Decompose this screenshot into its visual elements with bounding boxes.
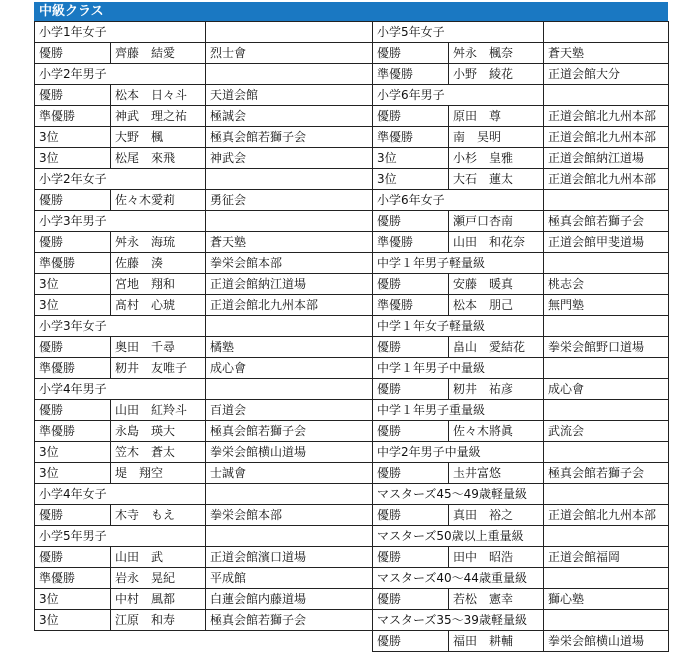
category-title: 小学3年男子: [35, 211, 206, 232]
dojo-cell: 橘塾: [206, 337, 373, 358]
result-row: [35, 148, 373, 169]
dojo-cell: 拳栄会館本部: [206, 505, 373, 526]
category-title-blank: [206, 484, 373, 505]
category-title-blank: [544, 190, 669, 211]
rank-cell: 準優勝: [35, 358, 111, 379]
rank-cell: 優勝: [373, 547, 449, 568]
category-title-blank: [206, 64, 373, 85]
dojo-cell: 拳栄会館横山道場: [206, 442, 373, 463]
dojo-cell: 正道会館甲斐道場: [544, 232, 669, 253]
dojo-cell: 正道会館北九州本部: [544, 106, 669, 127]
category-title-blank: [544, 22, 669, 43]
category-title: 小学4年女子: [35, 484, 206, 505]
result-row: [35, 589, 373, 610]
left-results-table: [34, 21, 373, 631]
result-row: [373, 169, 669, 190]
rank-cell: 準優勝: [35, 421, 111, 442]
dojo-cell: 武流会: [544, 421, 669, 442]
rank-cell: 準優勝: [35, 568, 111, 589]
name-cell: 宮地 翔和: [111, 274, 206, 295]
name-cell: 圡井富悠: [449, 463, 544, 484]
result-row: [373, 274, 669, 295]
rank-cell: 優勝: [373, 337, 449, 358]
category-title: マスターズ45～49歳軽量級: [373, 484, 544, 505]
result-row: [35, 463, 373, 484]
category-title: 小学6年女子: [373, 190, 544, 211]
result-row: [35, 358, 373, 379]
category-title-row: [373, 610, 669, 631]
category-title: マスターズ35～39歳軽量級: [373, 610, 544, 631]
rank-cell: 優勝: [35, 190, 111, 211]
category-title: 小学2年男子: [35, 64, 206, 85]
result-row: [373, 463, 669, 484]
dojo-cell: 正道会館福岡: [544, 547, 669, 568]
dojo-cell: 平成館: [206, 568, 373, 589]
dojo-cell: 正道会館北九州本部: [206, 295, 373, 316]
category-title: 小学6年男子: [373, 85, 544, 106]
dojo-cell: 極真会館若獅子会: [206, 610, 373, 631]
rank-cell: 準優勝: [373, 295, 449, 316]
category-title-blank: [544, 442, 669, 463]
dojo-cell: 正道会館大分: [544, 64, 669, 85]
category-title: 小学5年女子: [373, 22, 544, 43]
category-title-row: [373, 484, 669, 505]
category-title: 小学4年男子: [35, 379, 206, 400]
dojo-cell: 正道会館北九州本部: [544, 505, 669, 526]
rank-cell: 3位: [35, 610, 111, 631]
dojo-cell: 正道会館納江道場: [544, 148, 669, 169]
left-results-column: [34, 21, 373, 631]
category-title-blank: [206, 22, 373, 43]
result-row: [35, 295, 373, 316]
category-title-row: [373, 22, 669, 43]
dojo-cell: 拳栄会館本部: [206, 253, 373, 274]
name-cell: 髙村 心琥: [111, 295, 206, 316]
category-title: 小学3年女子: [35, 316, 206, 337]
category-title: 小学2年女子: [35, 169, 206, 190]
result-row: [373, 379, 669, 400]
result-row: [373, 64, 669, 85]
result-row: [35, 547, 373, 568]
category-title-blank: [544, 400, 669, 421]
name-cell: 安藤 暖真: [449, 274, 544, 295]
result-row: [373, 295, 669, 316]
right-results-table: [372, 21, 669, 652]
category-title: 中学１年男子中量級: [373, 358, 544, 379]
dojo-cell: 正道会館納江道場: [206, 274, 373, 295]
rank-cell: 優勝: [373, 463, 449, 484]
name-cell: 松尾 來飛: [111, 148, 206, 169]
category-title-blank: [544, 568, 669, 589]
dojo-cell: 士誠會: [206, 463, 373, 484]
dojo-cell: 天道会館: [206, 85, 373, 106]
category-title: 中学１年男子軽量級: [373, 253, 544, 274]
category-title: 中学１年女子軽量級: [373, 316, 544, 337]
category-title-row: [35, 211, 373, 232]
result-row: [373, 106, 669, 127]
dojo-cell: 極真会館若獅子会: [544, 211, 669, 232]
result-row: [35, 232, 373, 253]
category-title: 小学5年男子: [35, 526, 206, 547]
name-cell: 奥田 千尋: [111, 337, 206, 358]
rank-cell: 優勝: [373, 421, 449, 442]
result-row: [373, 43, 669, 64]
category-title-row: [373, 85, 669, 106]
rank-cell: 優勝: [35, 337, 111, 358]
result-row: [373, 421, 669, 442]
category-title-blank: [544, 316, 669, 337]
name-cell: 永島 瑛大: [111, 421, 206, 442]
category-title-row: [373, 253, 669, 274]
result-row: [35, 400, 373, 421]
name-cell: 笠木 蒼太: [111, 442, 206, 463]
name-cell: 神武 理之祐: [111, 106, 206, 127]
name-cell: 木寺 もえ: [111, 505, 206, 526]
dojo-cell: 正道会館北九州本部: [544, 127, 669, 148]
category-title-blank: [206, 379, 373, 400]
result-row: [35, 85, 373, 106]
dojo-cell: 拳栄会館野口道場: [544, 337, 669, 358]
category-title-blank: [206, 526, 373, 547]
name-cell: 中村 風都: [111, 589, 206, 610]
rank-cell: 準優勝: [35, 253, 111, 274]
category-title: 小学1年女子: [35, 22, 206, 43]
category-title-row: [373, 316, 669, 337]
rank-cell: 準優勝: [35, 106, 111, 127]
dojo-cell: 桃志会: [544, 274, 669, 295]
dojo-cell: 成心會: [206, 358, 373, 379]
dojo-cell: 烈士會: [206, 43, 373, 64]
result-row: [35, 127, 373, 148]
category-title-row: [373, 442, 669, 463]
name-cell: 小杉 皇雅: [449, 148, 544, 169]
rank-cell: 優勝: [35, 232, 111, 253]
dojo-cell: 極真会館若獅子会: [206, 421, 373, 442]
category-title-blank: [544, 358, 669, 379]
dojo-cell: 無門塾: [544, 295, 669, 316]
result-row: [35, 190, 373, 211]
category-title-blank: [206, 169, 373, 190]
category-title-row: [35, 64, 373, 85]
dojo-cell: 百道会: [206, 400, 373, 421]
result-row: [35, 505, 373, 526]
dojo-cell: 勇征会: [206, 190, 373, 211]
category-title-row: [35, 484, 373, 505]
result-row: [35, 337, 373, 358]
rank-cell: 3位: [35, 148, 111, 169]
category-title-row: [35, 169, 373, 190]
name-cell: 若松 憲幸: [449, 589, 544, 610]
rank-cell: 優勝: [373, 379, 449, 400]
result-row: [373, 505, 669, 526]
rank-cell: 優勝: [35, 43, 111, 64]
category-title-row: [35, 22, 373, 43]
rank-cell: 優勝: [373, 106, 449, 127]
rank-cell: 準優勝: [373, 232, 449, 253]
dojo-cell: 成心會: [544, 379, 669, 400]
name-cell: 田中 昭浩: [449, 547, 544, 568]
name-cell: 佐々木將眞: [449, 421, 544, 442]
dojo-cell: 白蓮会館内藤道場: [206, 589, 373, 610]
name-cell: 山田 武: [111, 547, 206, 568]
name-cell: 山田 和花奈: [449, 232, 544, 253]
result-row: [35, 43, 373, 64]
name-cell: 岩永 晃紀: [111, 568, 206, 589]
category-title-row: [373, 400, 669, 421]
rank-cell: 3位: [373, 169, 449, 190]
name-cell: 大野 楓: [111, 127, 206, 148]
dojo-cell: 極誠会: [206, 106, 373, 127]
name-cell: 大石 蓮太: [449, 169, 544, 190]
right-results-column: [372, 21, 669, 652]
result-row: [373, 631, 669, 652]
rank-cell: 優勝: [373, 505, 449, 526]
name-cell: 山田 紅羚斗: [111, 400, 206, 421]
result-row: [373, 211, 669, 232]
category-title-row: [373, 190, 669, 211]
category-title-blank: [544, 484, 669, 505]
category-title-blank: [544, 610, 669, 631]
name-cell: 真田 裕之: [449, 505, 544, 526]
category-title-blank: [206, 316, 373, 337]
name-cell: 小野 綾花: [449, 64, 544, 85]
rank-cell: 優勝: [373, 631, 449, 652]
dojo-cell: 正道会館北九州本部: [544, 169, 669, 190]
category-title: マスターズ40～44歳重量級: [373, 568, 544, 589]
category-title: マスターズ50歳以上重量級: [373, 526, 544, 547]
rank-cell: 優勝: [35, 547, 111, 568]
rank-cell: 優勝: [35, 400, 111, 421]
name-cell: 江原 和寿: [111, 610, 206, 631]
result-row: [35, 274, 373, 295]
name-cell: 松本 日々斗: [111, 85, 206, 106]
category-title-blank: [544, 526, 669, 547]
rank-cell: 準優勝: [373, 64, 449, 85]
category-title: 中学１年男子重量級: [373, 400, 544, 421]
rank-cell: 優勝: [373, 43, 449, 64]
rank-cell: 3位: [35, 442, 111, 463]
name-cell: 籾井 友唯子: [111, 358, 206, 379]
category-title-row: [35, 379, 373, 400]
dojo-cell: 蒼天塾: [544, 43, 669, 64]
result-row: [373, 127, 669, 148]
category-title-blank: [206, 211, 373, 232]
category-title-row: [373, 526, 669, 547]
result-row: [373, 589, 669, 610]
name-cell: 舛永 海琉: [111, 232, 206, 253]
result-row: [35, 253, 373, 274]
category-title-row: [373, 568, 669, 589]
rank-cell: 優勝: [35, 505, 111, 526]
dojo-cell: 極真会館若獅子会: [206, 127, 373, 148]
category-title-row: [373, 358, 669, 379]
class-header: 中級クラス: [34, 2, 668, 22]
name-cell: 籾井 祐彦: [449, 379, 544, 400]
name-cell: 瀬戸口杏南: [449, 211, 544, 232]
dojo-cell: 神武会: [206, 148, 373, 169]
rank-cell: 3位: [35, 127, 111, 148]
dojo-cell: 獅心塾: [544, 589, 669, 610]
name-cell: 佐々木愛莉: [111, 190, 206, 211]
dojo-cell: 極真会館若獅子会: [544, 463, 669, 484]
name-cell: 南 昊明: [449, 127, 544, 148]
name-cell: 畠山 愛結花: [449, 337, 544, 358]
rank-cell: 準優勝: [373, 127, 449, 148]
result-row: [373, 148, 669, 169]
rank-cell: 優勝: [373, 211, 449, 232]
rank-cell: 優勝: [35, 85, 111, 106]
result-row: [35, 106, 373, 127]
result-row: [373, 547, 669, 568]
dojo-cell: 蒼天塾: [206, 232, 373, 253]
dojo-cell: 拳栄会館横山道場: [544, 631, 669, 652]
result-row: [373, 232, 669, 253]
result-row: [373, 337, 669, 358]
rank-cell: 優勝: [373, 274, 449, 295]
category-title-row: [35, 316, 373, 337]
dojo-cell: 正道会館濱口道場: [206, 547, 373, 568]
name-cell: 齊藤 結愛: [111, 43, 206, 64]
name-cell: 福田 耕輔: [449, 631, 544, 652]
category-title-blank: [544, 85, 669, 106]
name-cell: 堤 翔空: [111, 463, 206, 484]
rank-cell: 3位: [35, 589, 111, 610]
rank-cell: 3位: [373, 148, 449, 169]
category-title-row: [35, 526, 373, 547]
name-cell: 舛永 楓奈: [449, 43, 544, 64]
result-row: [35, 421, 373, 442]
rank-cell: 3位: [35, 463, 111, 484]
rank-cell: 優勝: [373, 589, 449, 610]
category-title-blank: [544, 253, 669, 274]
name-cell: 原田 尊: [449, 106, 544, 127]
name-cell: 佐藤 湊: [111, 253, 206, 274]
rank-cell: 3位: [35, 274, 111, 295]
name-cell: 松本 朋己: [449, 295, 544, 316]
result-row: [35, 568, 373, 589]
category-title: 中学2年男子中量級: [373, 442, 544, 463]
result-row: [35, 442, 373, 463]
result-row: [35, 610, 373, 631]
rank-cell: 3位: [35, 295, 111, 316]
